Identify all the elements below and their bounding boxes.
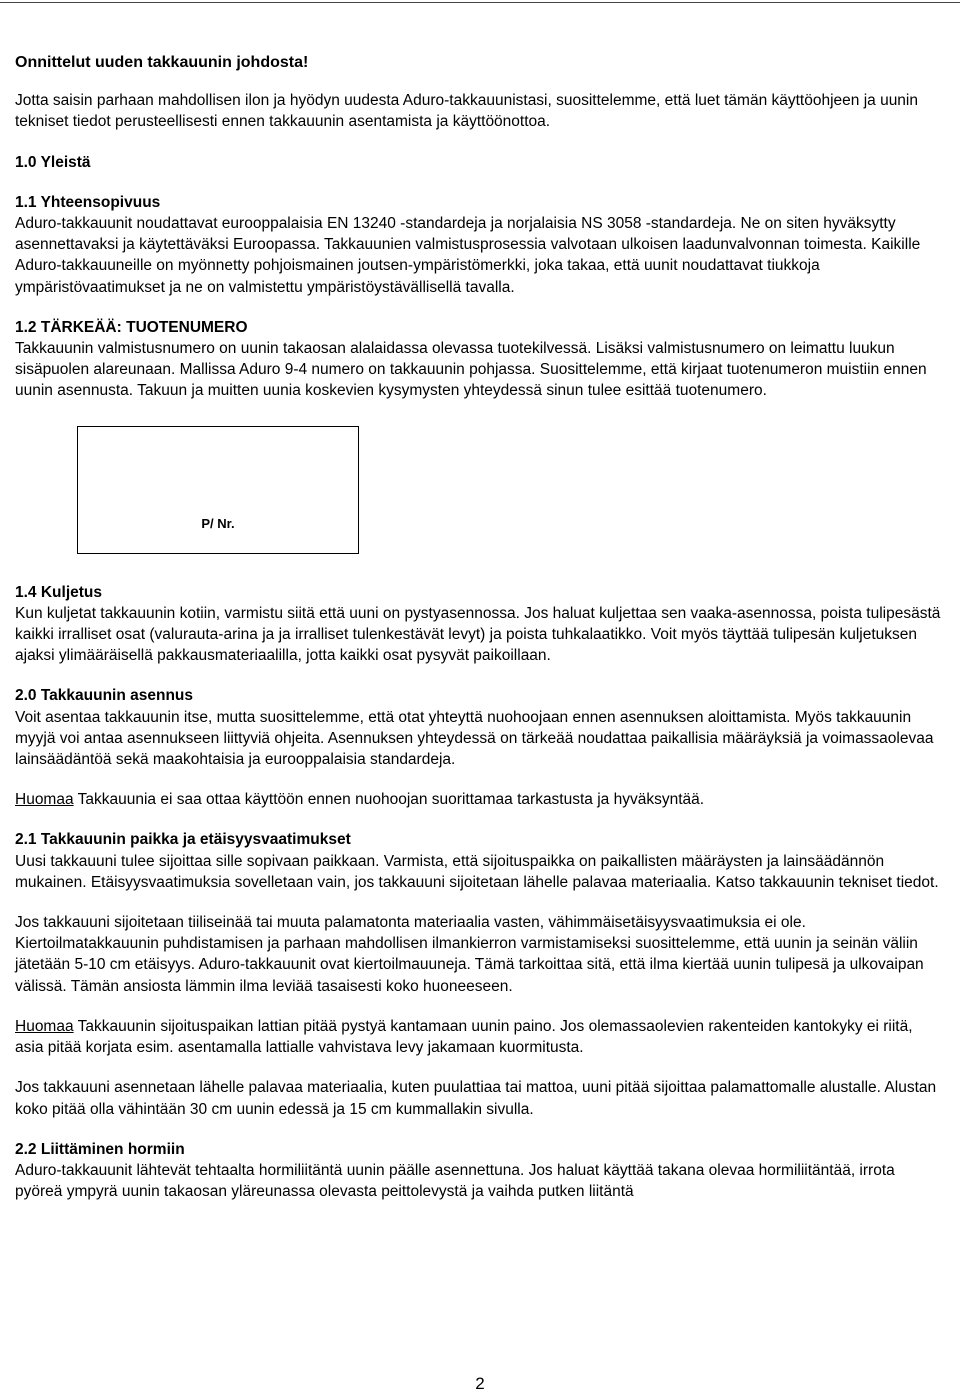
section-2-1-paragraph-1: Uusi takkauuni tulee sijoittaa sille sopivaan paikkaan. Varmista, että sijoituspaikka on paikallisten määräysten ja lainsäädännön mukainen. Etäisyysvaatimuksia sovelletaan vain, jos takkauuni sijoitetaan lähelle palavaa materiaalia. Katso takkauunin tekniset tiedot. (15, 852, 939, 891)
note-label: Huomaa (15, 1017, 74, 1035)
section-2-0-paragraph: Voit asentaa takkauunin itse, mutta suosittelemme, että otat yhteyttä nuohoojaan ennen asennuksen aloittamista. Myös takkauunin myyjä voi antaa asennukseen liittyviä ohjeita. Asennuksen yhteydessä on tärkeää noudattaa paikallisia määräyksiä ja voimassaolevaa lainsäädäntöä sekä maakohtaisia ja eurooppalaisia standardeja. (15, 708, 934, 769)
header-rule (0, 2, 960, 3)
section-1-2-paragraph: Takkauunin valmistusnumero on uunin takaosan alalaidassa olevassa tuotekilvessä. Lisäksi valmistusnumero on leimattu luukun sisäpuolen alareunaan. Mallissa Aduro 9-4 numero on takkauunin pohjassa. Suosittelemme, että kirjaat tuotenumeron muistiin ennen uunin asennusta. Takuun ja muitten uunia koskevien kysymysten yhteydessä sinun tulee esittää tuotenumero. (15, 340, 927, 400)
section-2-1-heading: 2.1 Takkauunin paikka ja etäisyysvaatimukset (15, 831, 351, 849)
intro-title: Onnittelut uuden takkauunin johdosta! (15, 54, 309, 71)
section-1-4-heading: 1.4 Kuljetus (15, 583, 102, 601)
section-2-1-paragraph-2: Jos takkauuni sijoitetaan tiiliseinää tai muuta palamatonta materiaalia vasten, vähimmäisetäisyysvaatimuksia ei ole. Kiertoilmatakkauunin puhdistamisen ja parhaan mahdollisen ilmankierron varmistamiseksi suosittelemme, että uunin ja seinän väliin jätetään 5-10 cm etäisyys. Aduro-takkauunit ovat kiertoilmauuneja. Tämä tarkoittaa sitä, että ilma kiertää uunin tulipesä ja ulkovaipan välissä. Tämän ansiosta lämmin ilma leviää tasaisesti koko huoneeseen. (15, 914, 924, 995)
section-1-1-paragraph: Aduro-takkauunit noudattavat eurooppalaisia EN 13240 -standardeja ja norjalaisia NS 3058 -standardeja. Ne on siten hyväksytty asennettavaksi ja käytettäväksi Euroopassa. Takkauunien valmistusprosessia valvotaan ulkoisen laadunvalvonnan toimesta. Kaikille Aduro-takkauuneille on myönnetty pohjoismainen joutsen-ympäristömerkki, joka takaa, että uunit noudattavat tiukkoja ympäristövaatimukset ja ne on valmistettu ympäristöystävällisellä tavalla. (15, 215, 921, 296)
section-2-1-note (15, 1016, 945, 1058)
note-text: Takkauunia ei saa ottaa käyttöön ennen nuohoojan suorittamaa tarkastusta ja hyväksyntää. (73, 791, 705, 809)
section-2-0-note (15, 789, 945, 810)
section-1-0-heading: 1.0 Yleistä (15, 153, 91, 171)
note-label: Huomaa (15, 791, 74, 809)
section-1-1-heading: 1.1 Yhteensopivuus (15, 193, 161, 211)
note-text: Takkauunin sijoituspaikan lattian pitää pystyä kantamaan uunin paino. Jos olemassaolevien rakenteiden kantokyky ei riitä, asia pitää korjata esim. asentamalla lattialle vahvistava levy jakamaan kuormitusta. (15, 1017, 913, 1057)
section-1-2-heading: 1.2 TÄRKEÄÄ: TUOTENUMERO (15, 318, 248, 336)
section-2-0-heading: 2.0 Takkauunin asennus (15, 687, 194, 705)
section-2-1-paragraph-3: Jos takkauuni asennetaan lähelle palavaa materiaalia, kuten puulattiaa tai mattoa, uuni pitää sijoittaa palamattomalle alustalle. Alustan koko pitää olla vähintään 30 cm uunin edessä ja 15 cm kummallakin sivulla. (15, 1079, 937, 1118)
section-2-2-heading: 2.2 Liittäminen hormiin (15, 1140, 185, 1158)
product-number-label: P/ Nr. (201, 516, 235, 532)
section-2-2-paragraph: Aduro-takkauunit lähtevät tehtaalta hormiliitäntä uunin päälle asennettuna. Jos haluat käyttää takana olevaa hormiliitäntää, irrota pyöreä ympyrä uunin takaosan yläreunassa olevasta peittolevystä ja vaihda putken liitäntä (15, 1161, 895, 1201)
page-number: 2 (475, 1374, 485, 1393)
section-1-4-paragraph: Kun kuljetat takkauunin kotiin, varmistu siitä että uuni on pystyasennossa. Jos haluat kuljettaa sen vaaka-asennossa, poista tulipesästä kaikki irralliset osat (valurauta-arina ja ja irralliset tulenkestävät levyt) ja poista tuhkalaatikko. Voit myös täyttää tulipesän kuljetuksen ajaksi ylimääräisellä pakkausmateriaalilla, jotta kaikki osat pysyvät paikoillaan. (15, 604, 941, 665)
product-number-box (77, 426, 359, 554)
document-body (15, 52, 945, 1202)
intro-paragraph: Jotta saisin parhaan mahdollisen ilon ja hyödyn uudesta Aduro-takkauunistasi, suosittelemme, että luet tämän käyttöohjeen ja uunin tekniset tiedot perusteellisesti ennen takkauunin asentamista ja käyttöönottoa. (15, 92, 918, 131)
